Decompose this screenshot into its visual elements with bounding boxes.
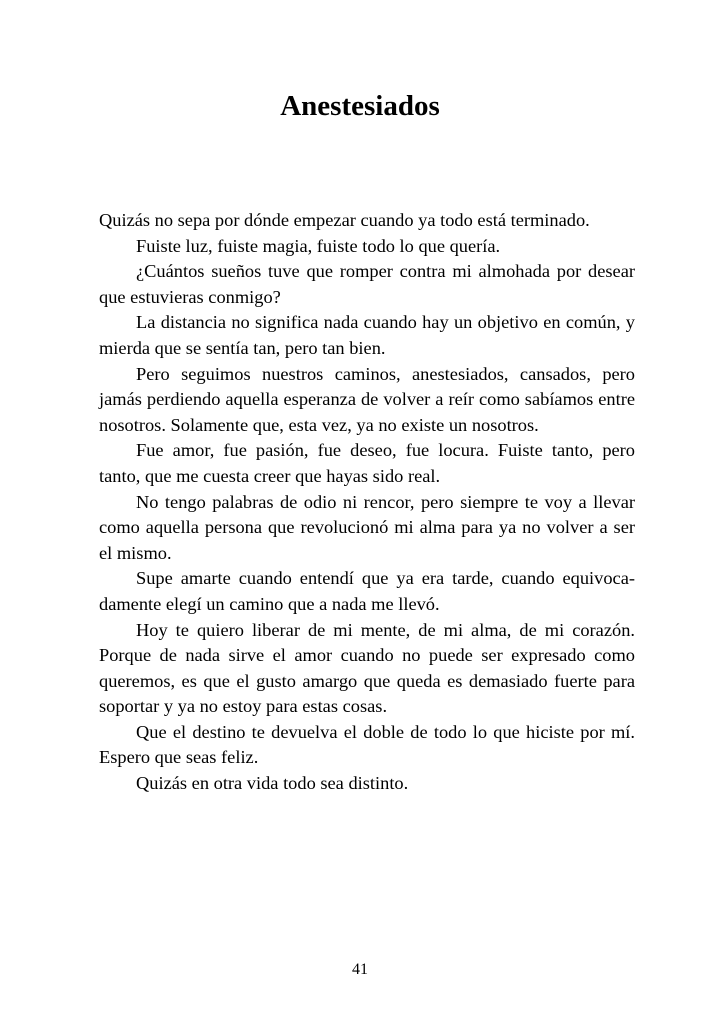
paragraph: Pero seguimos nuestros caminos, anestesiados, cansados, pero jamás perdiendo aquella esperanza de volver a reír como sabíamos entre nosotros. Solamente que, esta vez, ya no existe un nosotros. <box>99 363 635 435</box>
chapter-title: Anestesiados <box>280 90 440 122</box>
paragraph: La distancia no significa nada cuando hay un objetivo en común, y mierda que se sentía tan, pero tan bien. <box>99 312 635 358</box>
chapter-body <box>99 208 635 797</box>
paragraph: Quizás no sepa por dónde empezar cuando ya todo está terminado. <box>99 210 590 230</box>
paragraph: Quizás en otra vida todo sea distinto. <box>136 773 409 794</box>
paragraph: No tengo palabras de odio ni rencor, pero siempre te voy a llevar como aquella persona que revolucionó mi alma para ya no volver a ser el mismo. <box>99 491 635 563</box>
paragraph: Hoy te quiero liberar de mi mente, de mi alma, de mi corazón. Porque de nada sirve el amor cuando no puede ser expresado como queremos, es que el gusto amargo que queda es demasiado fuerte para soportar y ya no estoy para estas cosas. <box>99 619 635 717</box>
paragraph: Fue amor, fue pasión, fue deseo, fue locura. Fuiste tanto, pero tanto, que me cuesta creer que hayas sido real. <box>99 440 635 486</box>
page-number: 41 <box>352 961 368 978</box>
paragraph: Fuiste luz, fuiste magia, fuiste todo lo que quería. <box>136 235 501 256</box>
paragraph: ¿Cuántos sueños tuve que romper contra mi almohada por desear que estuvieras conmigo? <box>99 261 635 307</box>
paragraph: Supe amarte cuando entendí que ya era tarde, cuando equivocadamente elegí un camino que a nada me llevó. <box>99 568 635 614</box>
paragraph: Que el destino te devuelva el doble de todo lo que hiciste por mí. Espero que seas feliz. <box>99 721 635 768</box>
